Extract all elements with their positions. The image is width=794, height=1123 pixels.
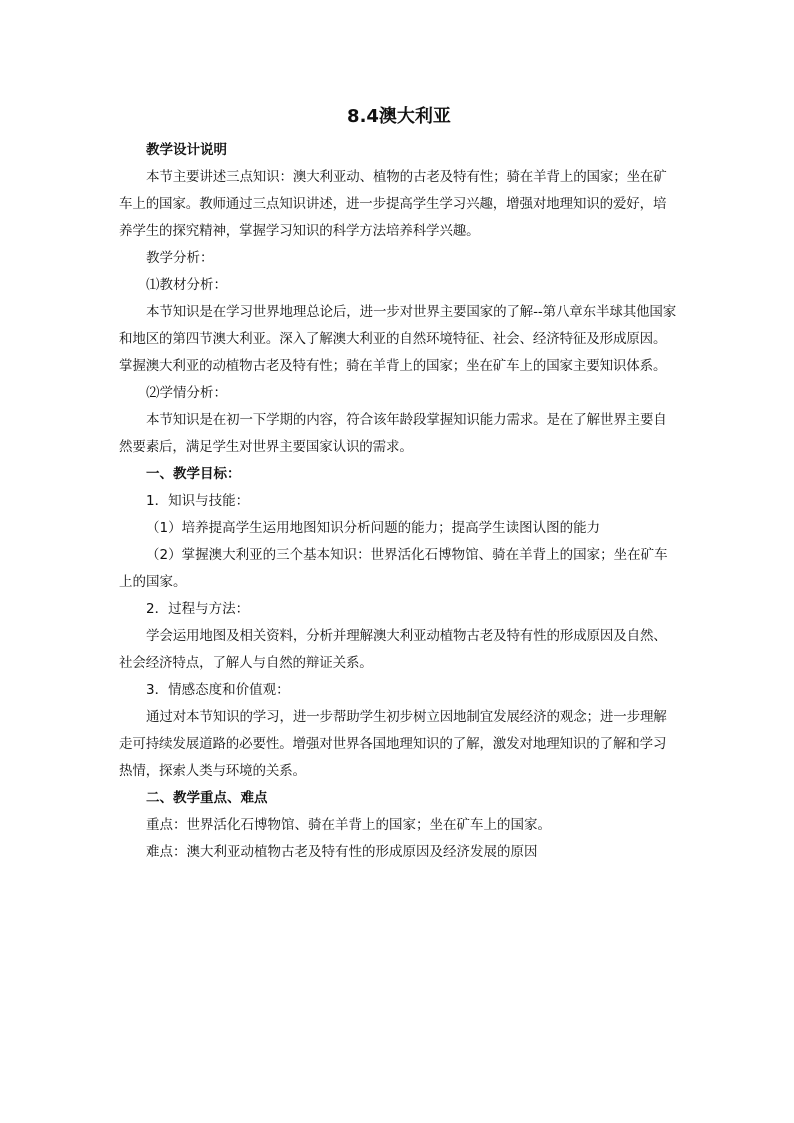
attitude-values-paragraph: 通过对本节知识的学习，进一步帮助学生初步树立因地制宜发展经济的观念；进一步理解走可持续发展道路的必要性。增强对世界各国地理知识的了解，激发对地理知识的了解和学习热情，探索人类与环境的关系。 (119, 709, 667, 779)
page-title: 8.4澳大利亚 (347, 106, 451, 127)
attitude-values-heading: 3．情感态度和价值观： (146, 682, 290, 698)
textbook-analysis-paragraph: 本节知识是在学习世界地理总论后，进一步对世界主要国家的了解--第八章东半球其他国家和地区的第四节澳大利亚。深入了解澳大利亚的自然环境特征、社会、经济特征及形成原因。掌握澳大利亚的动植物古老及特有性；骑在羊背上的国家；坐在矿车上的国家主要知识体系。 (119, 304, 677, 374)
design-paragraph: 本节主要讲述三点知识：澳大利亚动、植物的古老及特有性；骑在羊背上的国家；坐在矿车上的国家。教师通过三点知识讲述，进一步提高学生学习兴趣，增强对地理知识的爱好，培养学生的探究精神，掌握学习知识的科学方法培养科学兴趣。 (119, 169, 667, 239)
knowledge-skills-item-1: （1）培养提高学生运用地图知识分析问题的能力；提高学生读图认图的能力 (146, 520, 601, 536)
knowledge-skills-heading: 1．知识与技能： (146, 493, 250, 509)
document-content (119, 103, 679, 866)
analysis-label: 教学分析： (146, 250, 214, 266)
learner-analysis-paragraph: 本节知识是在初一下学期的内容，符合该年龄段掌握知识能力需求。是在了解世界主要自然要素后，满足学生对世界主要国家认识的需求。 (119, 412, 667, 455)
process-methods-paragraph: 学会运用地图及相关资料，分析并理解澳大利亚动植物古老及特有性的形成原因及自然、社会经济特点，了解人与自然的辩证关系。 (119, 628, 667, 671)
teaching-goals-heading: 一、教学目标： (146, 466, 241, 482)
textbook-analysis-label: ⑴教材分析： (146, 277, 227, 293)
process-methods-heading: 2．过程与方法： (146, 601, 250, 617)
learner-analysis-label: ⑵学情分析： (146, 385, 227, 401)
design-heading: 教学设计说明 (146, 142, 227, 158)
difficult-points: 难点：澳大利亚动植物古老及特有性的形成原因及经济发展的原因 (146, 844, 538, 860)
key-difficult-heading: 二、教学重点、难点 (146, 790, 268, 806)
knowledge-skills-item-2: （2）掌握澳大利亚的三个基本知识：世界活化石博物馆、骑在羊背上的国家；坐在矿车上的国家。 (119, 547, 668, 590)
key-points: 重点：世界活化石博物馆、骑在羊背上的国家；坐在矿车上的国家。 (146, 817, 551, 833)
